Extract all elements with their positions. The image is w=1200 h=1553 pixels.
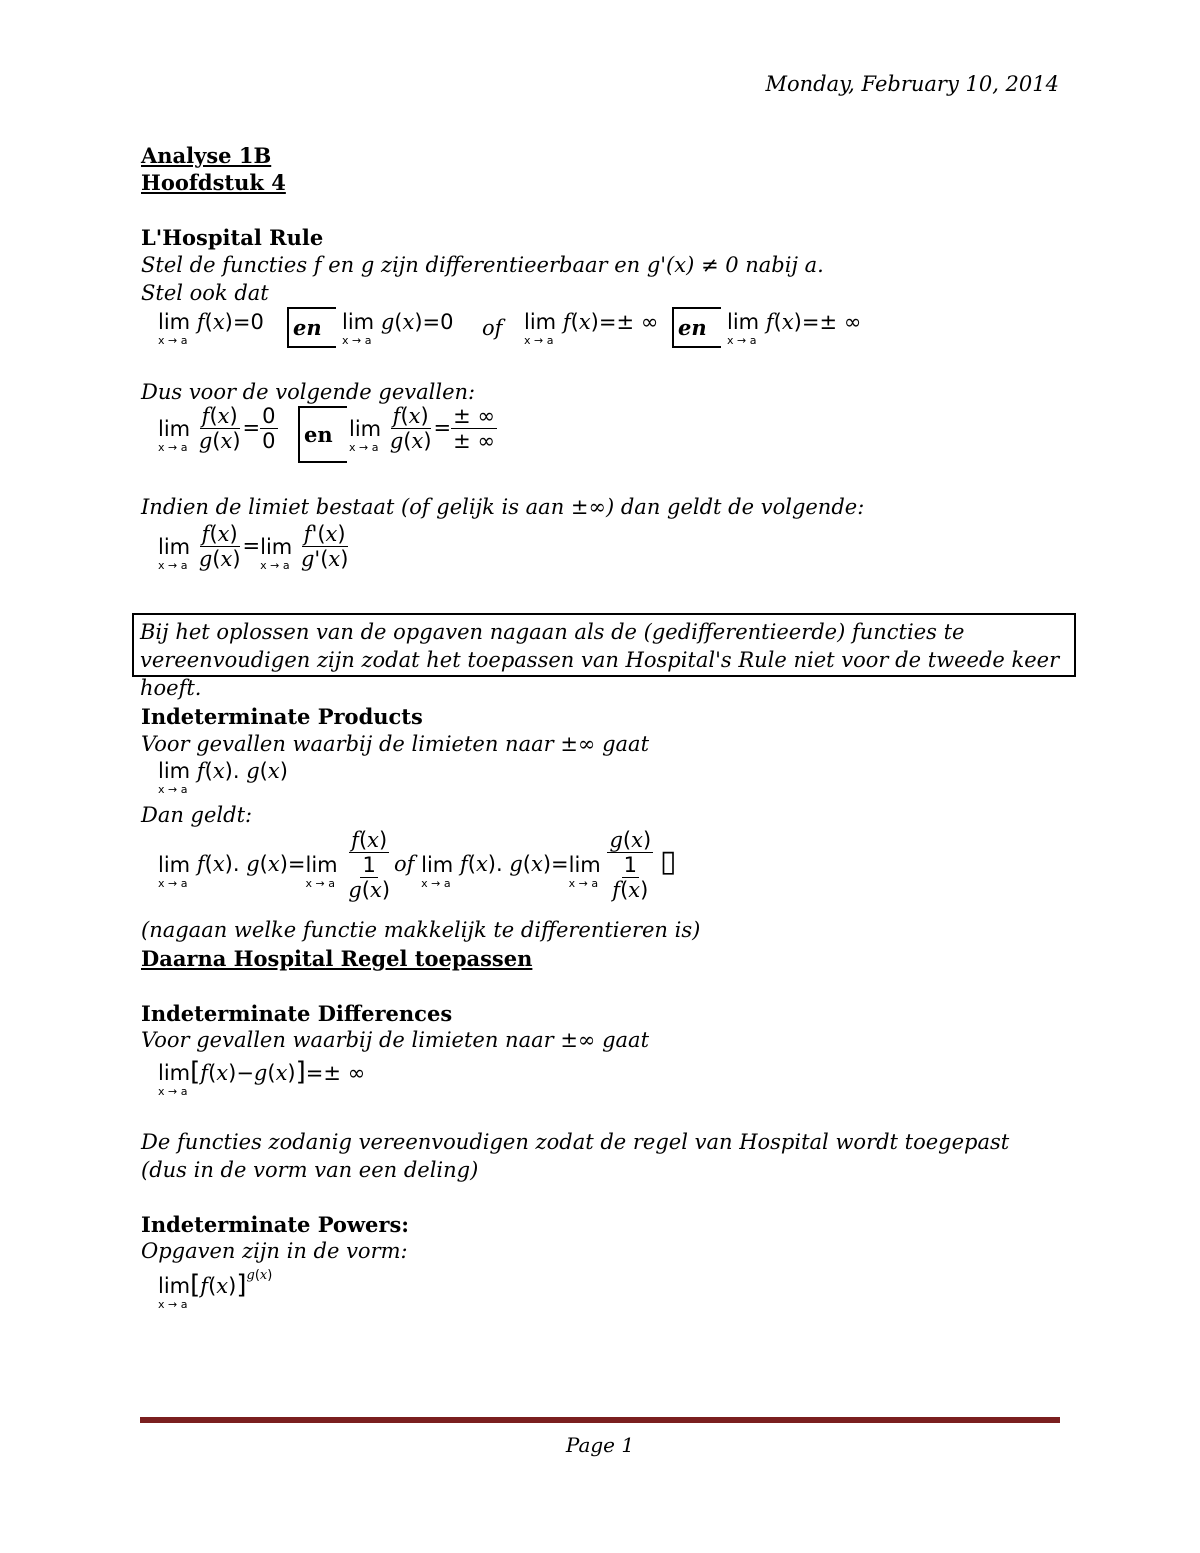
formula-lim-f-zero: lim x → a f(x)=0 [158, 310, 264, 347]
cases-intro: Dus voor de volgende gevallen: [141, 380, 476, 404]
formula-case-inf-inf: lim x → a $\frac{f(x)}{g(x)}$ = $\frac{\pm \infty}{\pm \infty}$ [349, 404, 495, 454]
note-box: Bij het oplossen van de opgaven nagaan als de (gedifferentieerde) functies te vereenvoudigen zijn zodat het toepassen van Hospital's Rule niet voor de tweede keer hoeft. [132, 613, 1076, 677]
differences-text: De functies zodanig vereenvoudigen zodat de regel van Hospital wordt toegepast (dus in de vorm van een deling) [141, 1130, 1010, 1182]
formula-lim-g-zero: lim x → a g(x)=0 [342, 310, 454, 347]
placeholder-box-icon: ▯ [659, 844, 677, 879]
formula-lim-f-inf: lim x → a f(x)=± ∞ [524, 310, 659, 347]
chapter-title: Hoofdstuk 4 [141, 170, 286, 195]
formula-lim-f-inf-2: lim x → a f(x)=± ∞ [727, 310, 862, 347]
differences-intro: Voor gevallen waarbij de limieten naar ±∞ gaat [141, 1028, 650, 1052]
lhospital-heading: L'Hospital Rule [141, 225, 324, 250]
powers-intro: Opgaven zijn in de vorm: [141, 1239, 408, 1263]
header-date: Monday, February 10, 2014 [765, 72, 1059, 96]
of-label-2: of [394, 852, 415, 876]
differences-heading: Indeterminate Differences [141, 1001, 453, 1026]
of-label-1: of [482, 316, 503, 340]
formula-difference: lim x → a [f(x)−g(x)]=± ∞ [158, 1057, 366, 1098]
en-box-2: en [672, 307, 721, 348]
formula-product-rewrite: lim x → a f(x). g(x)=lim x → a $\frac{f(x)}{\frac{1}{g(x)}}$ of lim x → a f(x). g(x)=lim x → a $\frac{g(x)}{\frac{1}{f(x)}}$ ▯ [158, 828, 677, 902]
limit-intro: Indien de limiet bestaat (of gelijk is aan ±∞) dan geldt de volgende: [141, 495, 865, 519]
formula-case-zero-zero: lim x → a $\frac{f(x)}{g(x)}$ = $\frac{0}{0}$ [158, 404, 276, 454]
page-number: Page 1 [565, 1433, 635, 1457]
en-box-1: en [287, 307, 336, 348]
products-intro: Voor gevallen waarbij de limieten naar ±∞ gaat [141, 732, 650, 756]
course-title: Analyse 1B [141, 143, 272, 168]
products-after: Daarna Hospital Regel toepassen [141, 946, 533, 971]
lhospital-line2: Stel ook dat [141, 281, 269, 305]
en-box-3: en [298, 406, 347, 463]
formula-product: lim x → a f(x). g(x) [158, 759, 288, 796]
formula-lhospital: lim x → a $\frac{f(x)}{g(x)}$ =lim x → a $\frac{f'(x)}{g'(x)}$ [158, 522, 349, 572]
products-then: Dan geldt: [141, 803, 253, 827]
footer-divider [140, 1417, 1060, 1423]
lhospital-line1: Stel de functies f en g zijn differentieerbaar en g'(x) ≠ 0 nabij a. [141, 253, 824, 277]
powers-heading: Indeterminate Powers: [141, 1212, 410, 1237]
formula-power: lim x → a $[f(x)]^{g(x)}$ [158, 1268, 273, 1311]
products-hint: (nagaan welke functie makkelijk te differentieren is) [141, 918, 701, 942]
products-heading: Indeterminate Products [141, 704, 423, 729]
